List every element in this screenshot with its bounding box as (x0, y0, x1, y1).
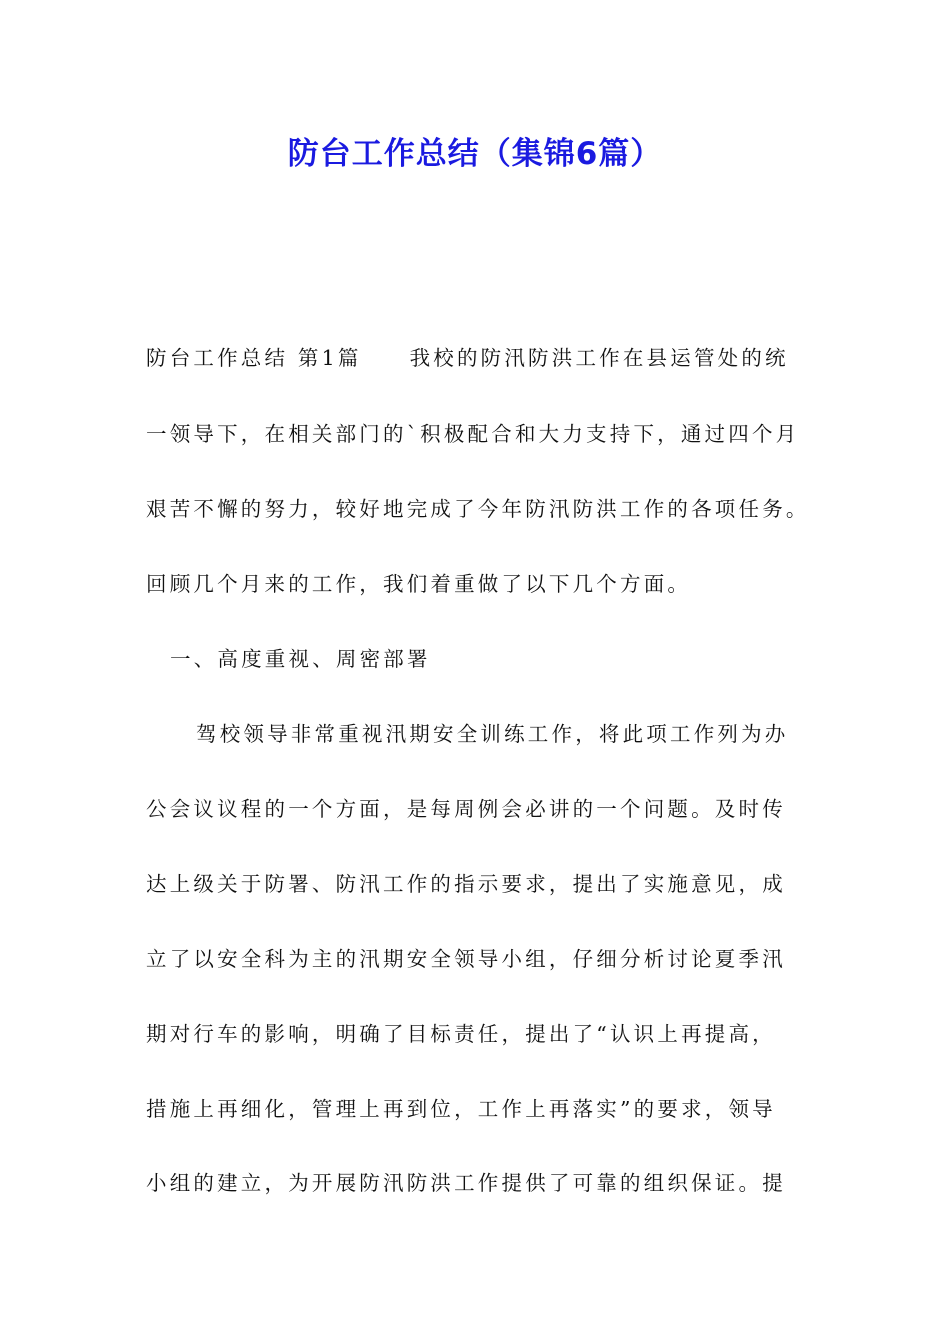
section-heading: 一、高度重视、周密部署 (170, 647, 431, 671)
paragraph-line-8: 立了以安全科为主的汛期安全领导小组，仔细分析讨论夏季汛 (146, 947, 786, 971)
paragraph-line-5: 驾校领导非常重视汛期安全训练工作，将此项工作列为办 (196, 722, 789, 746)
paragraph-line-2: 一领导下，在相关部门的`积极配合和大力支持下，通过四个月 (146, 422, 800, 446)
paragraph-text: 我校的防汛防洪工作在县运管处的统 (409, 346, 789, 370)
article-heading: 防台工作总结 第1篇 (146, 346, 362, 370)
paragraph-line-1 (146, 343, 826, 373)
paragraph-line-10: 措施上再细化，管理上再到位，工作上再落实”的要求，领导 (146, 1097, 776, 1121)
paragraph-line-4: 回顾几个月来的工作，我们着重做了以下几个方面。 (146, 572, 692, 596)
paragraph-line-3: 艰苦不懈的努力，较好地完成了今年防汛防洪工作的各项任务。 (146, 497, 810, 521)
paragraph-line-11: 小组的建立，为开展防汛防洪工作提供了可靠的组织保证。提 (146, 1171, 786, 1195)
paragraph-line-9: 期对行车的影响，明确了目标责任，提出了“认识上再提高， (146, 1022, 776, 1046)
document-title: 防台工作总结（集锦6篇） (287, 136, 663, 172)
paragraph-line-6: 公会议议程的一个方面，是每周例会必讲的一个问题。及时传 (146, 797, 786, 821)
paragraph-line-7: 达上级关于防署、防汛工作的指示要求，提出了实施意见，成 (146, 872, 786, 896)
